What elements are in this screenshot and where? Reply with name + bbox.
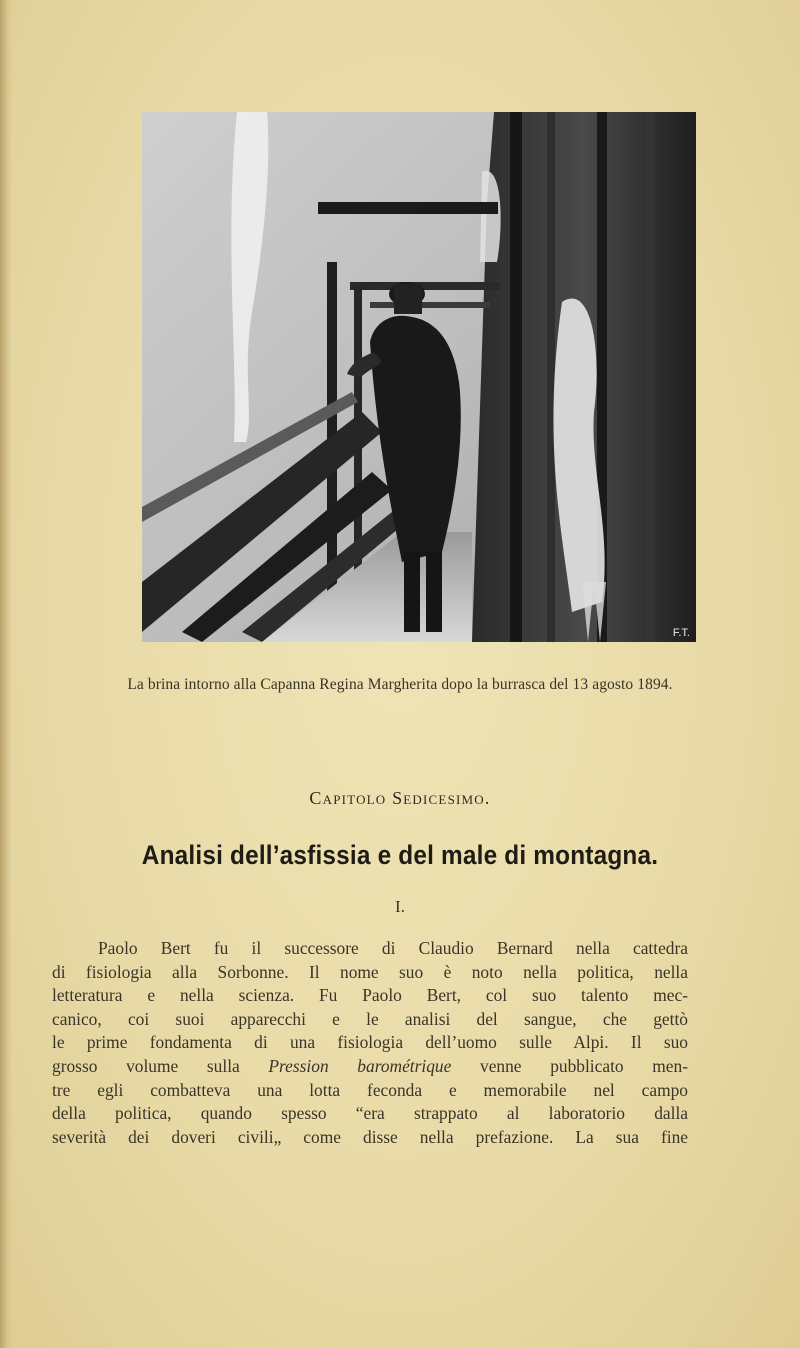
book-title-italic: Pression barométrique (268, 1055, 452, 1076)
photo-plate (142, 112, 696, 642)
photo-monogram: F.T. (672, 627, 690, 639)
text-fragment: venne pubblicato men- (451, 1055, 688, 1076)
text-line: le prime fondamenta di una fisiologia dell’uomo sulle Alpi. Il suo (52, 1032, 688, 1053)
book-spine-edge (0, 0, 12, 1348)
text-line-with-italic (52, 1055, 688, 1079)
text-fragment: grosso volume sulla (52, 1055, 269, 1076)
chapter-title: Analisi dell’asfissia e del male di montagna. (141, 840, 659, 870)
text-line: della politica, quando spesso “era strappato al laboratorio dalla (52, 1103, 688, 1124)
photo-caption: La brina intorno alla Capanna Regina Margherita dopo la burrasca del 13 agosto 1894. (127, 676, 673, 693)
text-line: di fisiologia alla Sorbonne. Il nome suo è noto nella politica, nella (52, 961, 688, 982)
text-line: tre egli combatteva una lotta feconda e memorabile nel campo (52, 1079, 688, 1100)
text-line: letteratura e nella scienza. Fu Paolo Bert, col suo talento mec- (52, 985, 688, 1006)
section-number: I. (395, 897, 405, 916)
text-line: severità dei doveri civili„ come disse nella prefazione. La sua fine (52, 1126, 688, 1147)
hut-frost-photo (142, 112, 696, 642)
text-line: canico, coi suoi apparecchi e le analisi del sangue, che gettò (52, 1008, 688, 1029)
chapter-heading: Capitolo Sedicesimo. (309, 788, 491, 808)
body-paragraph (52, 937, 688, 1149)
text-line: Paolo Bert fu il successore di Claudio Bernard nella cattedra (98, 938, 688, 958)
